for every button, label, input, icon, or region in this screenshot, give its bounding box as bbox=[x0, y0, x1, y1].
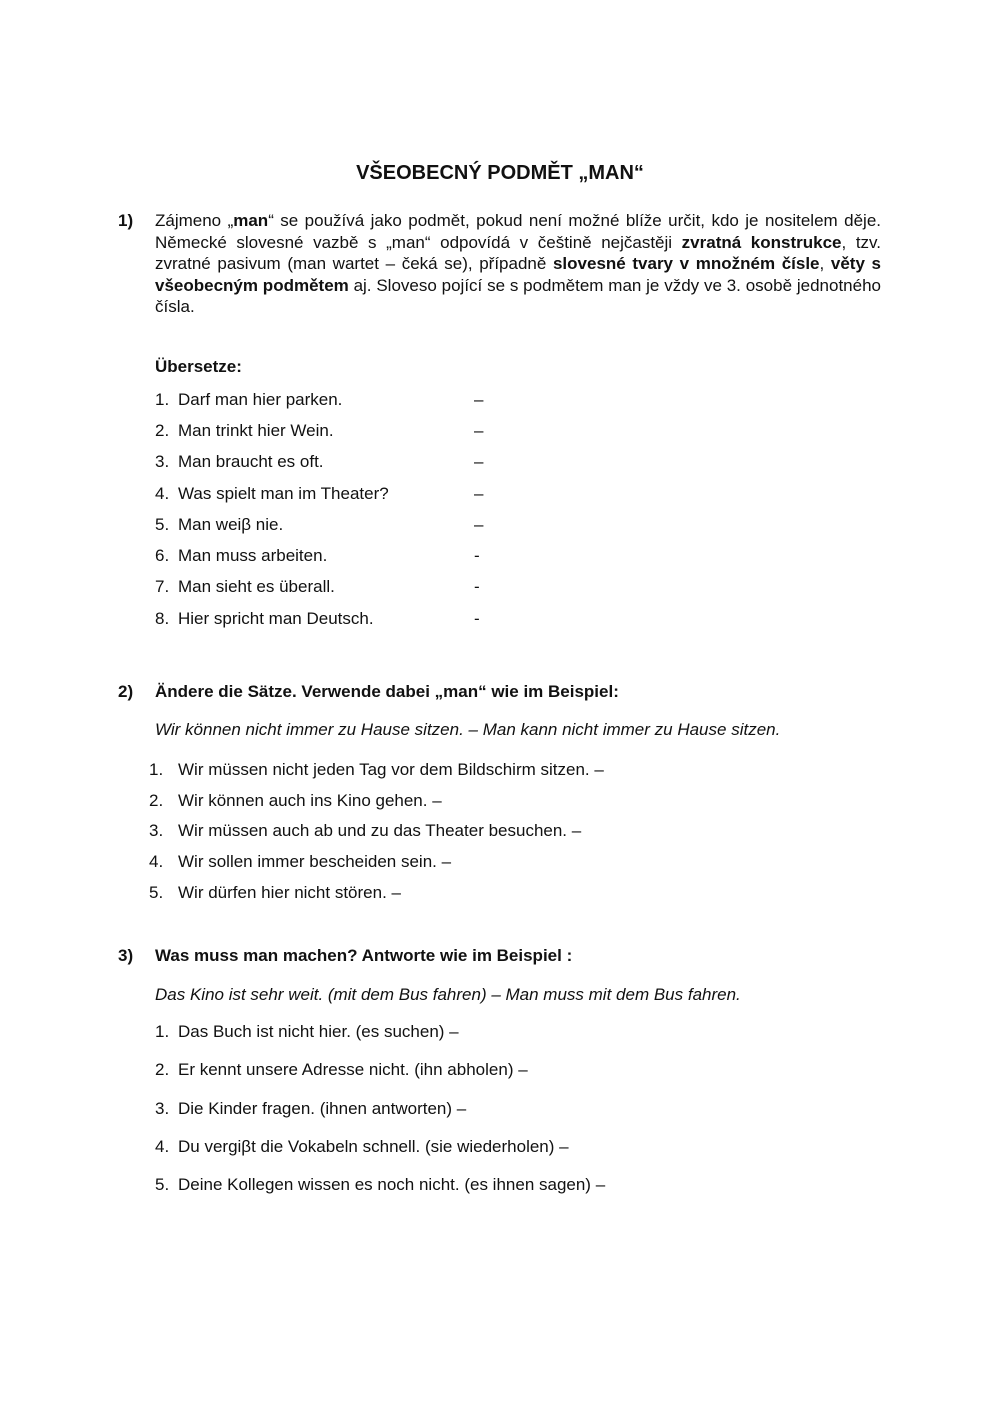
answer-dash: - bbox=[474, 609, 480, 628]
page-title: VŠEOBECNÝ PODMĚT „MAN“ bbox=[356, 162, 644, 184]
list-item: 5. Wir dürfen hier nicht stören. – bbox=[149, 883, 401, 902]
section-1-intro: Zájmeno „man“ se používá jako podmět, pokud není možné blíže určit, kdo je nositelem děje. Německé slovesné vazbě s „man“ odpovídá v češtině nejčastěji zvratná konstrukce, tzv. zvratné pasivum (man wartet – čeká se), případně slovesné tvary v množném čísle, věty s všeobecným podmětem aj. Sloveso pojící se s podmětem man je vždy ve 3. osobě jednotného čísla. bbox=[155, 211, 881, 317]
list-item: 7. Man sieht es überall. bbox=[155, 577, 335, 596]
answer-dash: – bbox=[474, 452, 484, 471]
section-1-heading: Übersetze: bbox=[155, 357, 242, 376]
list-item: 3. Wir müssen auch ab und zu das Theater besuchen. – bbox=[149, 821, 582, 840]
list-item: 3. Man braucht es oft. bbox=[155, 452, 324, 471]
section-2-number: 2) bbox=[118, 682, 134, 701]
answer-dash: - bbox=[474, 546, 480, 565]
list-item: 3. Die Kinder fragen. (ihnen antworten) – bbox=[155, 1099, 467, 1118]
list-item: 5. Man weiβ nie. bbox=[155, 515, 284, 534]
list-item: 8. Hier spricht man Deutsch. bbox=[155, 609, 374, 628]
list-item: 2. Wir können auch ins Kino gehen. – bbox=[149, 791, 442, 810]
answer-dash: – bbox=[474, 484, 484, 503]
section-2-heading: Ändere die Sätze. Verwende dabei „man“ wie im Beispiel: bbox=[155, 682, 619, 701]
list-item: 2. Er kennt unsere Adresse nicht. (ihn abholen) – bbox=[155, 1060, 528, 1079]
section-3-heading: Was muss man machen? Antworte wie im Beispiel : bbox=[155, 946, 573, 965]
list-item: 1. Darf man hier parken. bbox=[155, 390, 343, 409]
section-2-example: Wir können nicht immer zu Hause sitzen. – Man kann nicht immer zu Hause sitzen. bbox=[155, 720, 781, 739]
section-3-number: 3) bbox=[118, 946, 134, 965]
list-item: 1. Das Buch ist nicht hier. (es suchen) – bbox=[155, 1022, 459, 1041]
answer-dash: - bbox=[474, 577, 480, 596]
list-item: 1. Wir müssen nicht jeden Tag vor dem Bildschirm sitzen. – bbox=[149, 760, 604, 779]
answer-dash: – bbox=[474, 421, 484, 440]
answer-dash: – bbox=[474, 515, 484, 534]
list-item: 4. Was spielt man im Theater? bbox=[155, 484, 389, 503]
list-item: 4. Du vergiβt die Vokabeln schnell. (sie wiederholen) – bbox=[155, 1137, 569, 1156]
list-item: 6. Man muss arbeiten. bbox=[155, 546, 328, 565]
answer-dash: – bbox=[474, 390, 484, 409]
list-item: 5. Deine Kollegen wissen es noch nicht. (es ihnen sagen) – bbox=[155, 1175, 606, 1194]
list-item: 2. Man trinkt hier Wein. bbox=[155, 421, 334, 440]
section-1-number: 1) bbox=[118, 211, 134, 230]
list-item: 4. Wir sollen immer bescheiden sein. – bbox=[149, 852, 452, 871]
section-3-example: Das Kino ist sehr weit. (mit dem Bus fahren) – Man muss mit dem Bus fahren. bbox=[155, 985, 741, 1004]
